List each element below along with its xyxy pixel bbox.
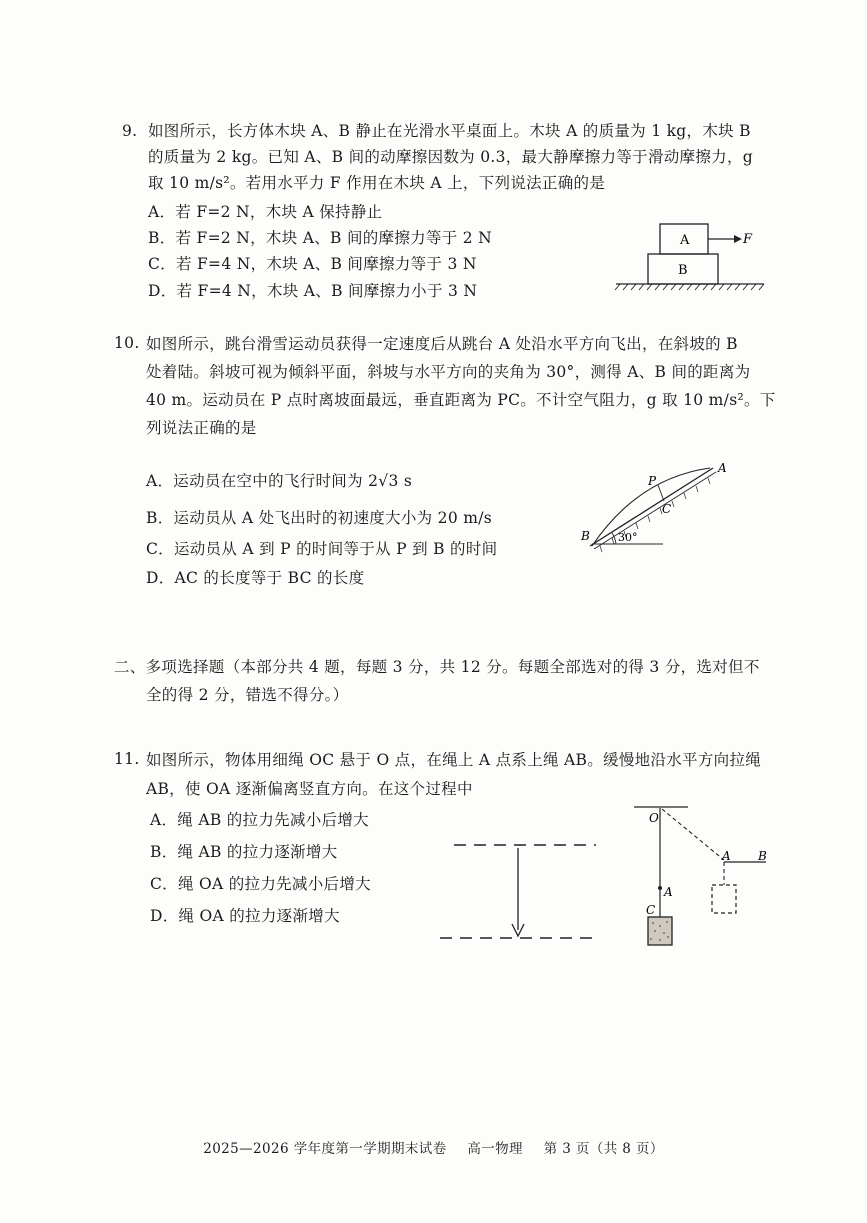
- angle-label: 30°: [618, 531, 638, 544]
- q11-option-a: A．绳 AB 的拉力先减小后增大: [150, 811, 369, 829]
- q9-number: 9.: [122, 122, 138, 140]
- q9-figure: [610, 218, 770, 298]
- q10-stem-line-4: 列说法正确的是: [146, 419, 257, 437]
- ground-hatching: [615, 284, 764, 290]
- q10-stem-line-3: 40 m。运动员在 P 点时离坡面最远，垂直距离为 PC。不计空气阻力，g 取 10 m/s²。下: [146, 391, 776, 409]
- q9-option-d: D．若 F=4 N，木块 A、B 间摩擦力小于 3 N: [148, 282, 478, 300]
- label-c: C: [646, 903, 656, 917]
- block-a-label: A: [680, 233, 690, 248]
- q11-stem-line-1: 如图所示，物体用细绳 OC 悬于 O 点，在绳上 A 点系上绳 AB。缓慢地沿水平方向拉绳: [146, 751, 762, 769]
- label-b: B: [581, 529, 590, 543]
- q10-stem: [146, 330, 791, 442]
- label-p: P: [648, 474, 657, 488]
- pc-line: [658, 485, 664, 501]
- label-a-left: A: [664, 885, 673, 899]
- q10-option-a: A．运动员在空中的飞行时间为 2√3 s: [146, 472, 413, 490]
- label-a: A: [718, 461, 727, 475]
- block-b-label: B: [678, 263, 688, 278]
- q9-option-b: B．若 F=2 N，木块 A、B 间的摩擦力等于 2 N: [148, 229, 493, 247]
- q10-figure: [578, 460, 758, 555]
- q11-option-d: D．绳 OA 的拉力逐渐增大: [150, 907, 340, 925]
- q9-stem-line-2: 的质量为 2 kg。已知 A、B 间的动摩擦因数为 0.3，最大静摩擦力等于滑动摩擦力，g: [148, 148, 753, 166]
- footer-exam-title: 2025—2026 学年度第一学期期末试卷: [203, 1141, 447, 1157]
- force-label: F: [743, 232, 753, 247]
- q10-option-b: B．运动员从 A 处飞出时的初速度大小为 20 m/s: [146, 509, 492, 527]
- q9-stem-line-3: 取 10 m/s²。若用水平力 F 作用在木块 A 上，下列说法正确的是: [148, 174, 606, 192]
- q9-stem: [148, 118, 788, 196]
- section-2-title: [114, 653, 794, 709]
- point-a-left: [658, 886, 662, 890]
- q10-stem-line-2: 处着陆。斜坡可视为倾斜平面，斜坡与水平方向的夹角为 30°，测得 A、B 间的距离为: [146, 363, 751, 381]
- q11-number: 11.: [114, 750, 140, 768]
- label-b: B: [758, 849, 767, 863]
- deflected-rope: [662, 809, 724, 860]
- q10-option-c: C．运动员从 A 到 P 的时间等于从 P 到 B 的时间: [146, 540, 498, 558]
- section-2-title-line-1: 二、多项选择题（本部分共 4 题，每题 3 分，共 12 分。每题全部选对的得 3 分，选对但不: [114, 658, 760, 676]
- q11-stem: [146, 746, 791, 804]
- q9-stem-line-1: 如图所示，长方体木块 A、B 静止在光滑水平桌面上。木块 A 的质量为 1 kg，木块 B: [148, 122, 751, 140]
- section-2-title-line-2: 全的得 2 分，错选不得分。）: [146, 686, 349, 704]
- q11-option-b: B．绳 AB 的拉力逐渐增大: [150, 843, 338, 861]
- page-footer: [0, 1137, 867, 1157]
- q11-stem-line-2: AB，使 OA 逐渐偏离竖直方向。在这个过程中: [146, 780, 473, 798]
- footer-subject: 高一物理: [467, 1141, 523, 1157]
- q9-option-a: A．若 F=2 N，木块 A 保持静止: [148, 203, 383, 221]
- q10-number: 10.: [114, 334, 140, 352]
- q9-option-c: C．若 F=4 N，木块 A、B 间摩擦力等于 3 N: [148, 255, 477, 273]
- q11-option-c: C．绳 OA 的拉力先减小后增大: [150, 875, 371, 893]
- q10-option-d: D．AC 的长度等于 BC 的长度: [146, 569, 365, 587]
- label-o: O: [649, 811, 659, 825]
- q10-stem-line-1: 如图所示，跳台滑雪运动员获得一定速度后从跳台 A 处沿水平方向飞出，在斜坡的 B: [146, 335, 738, 353]
- q11-figure: [436, 800, 776, 950]
- deflected-block: [712, 885, 736, 913]
- footer-page-number: 第 3 页（共 8 页）: [543, 1141, 664, 1157]
- force-arrow-head: [734, 235, 742, 243]
- label-c: C: [662, 502, 672, 516]
- label-a-right: A: [722, 849, 731, 863]
- angle-arc: [612, 533, 616, 544]
